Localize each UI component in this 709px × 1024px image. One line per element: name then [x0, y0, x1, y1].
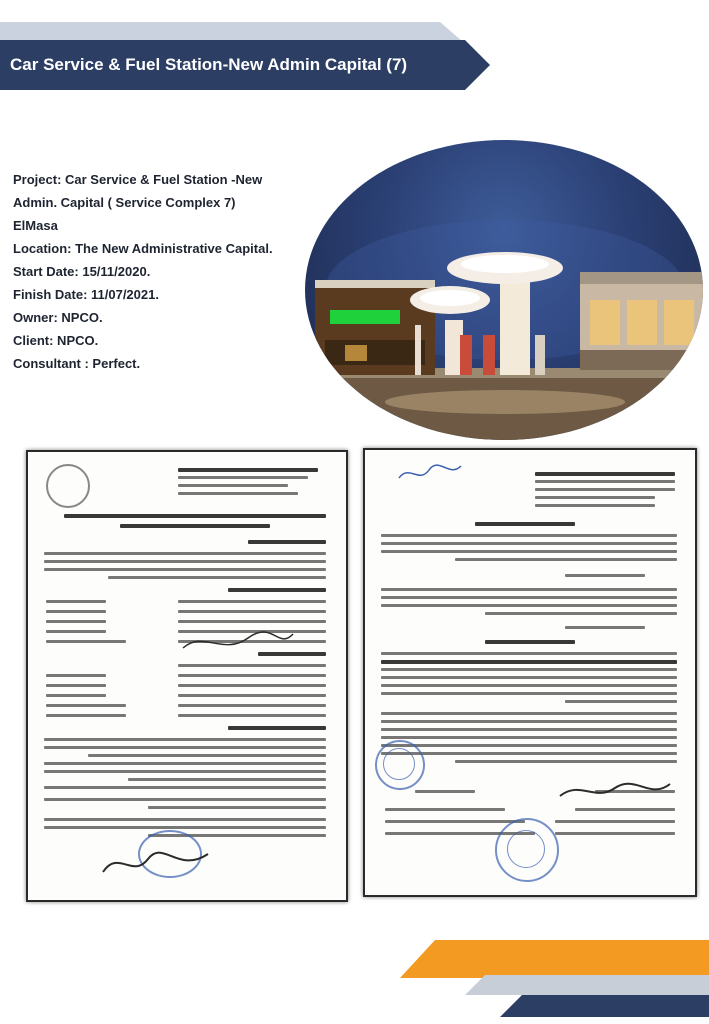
- footer-accent-gray: [465, 975, 709, 995]
- project-location: Location: The New Administrative Capital.: [13, 241, 273, 256]
- project-finish-date: Finish Date: 11/07/2021.: [13, 287, 159, 302]
- footer-accent-orange: [400, 940, 709, 978]
- project-name-line-1: Project: Car Service & Fuel Station -New: [13, 172, 263, 187]
- project-contractor: ElMasa: [13, 218, 58, 233]
- handwritten-note: [395, 460, 465, 486]
- document-scan-left: [26, 450, 348, 902]
- page-title: Car Service & Fuel Station-New Admin Capital (7): [10, 55, 408, 74]
- handwritten-note: [178, 628, 298, 658]
- signature: [555, 776, 675, 806]
- document-scan-right: [363, 448, 697, 897]
- company-logo-stamp: [46, 464, 90, 508]
- project-name-line-2: Admin. Capital ( Service Complex 7): [13, 195, 236, 210]
- project-owner: Owner: NPCO.: [13, 310, 103, 325]
- footer-accent-navy: [500, 995, 709, 1017]
- project-start-date: Start Date: 15/11/2020.: [13, 264, 151, 279]
- project-info: [13, 168, 303, 375]
- project-photo: [305, 140, 703, 440]
- project-consultant: Consultant : Perfect.: [13, 356, 141, 371]
- project-client: Client: NPCO.: [13, 333, 99, 348]
- signature: [98, 844, 218, 884]
